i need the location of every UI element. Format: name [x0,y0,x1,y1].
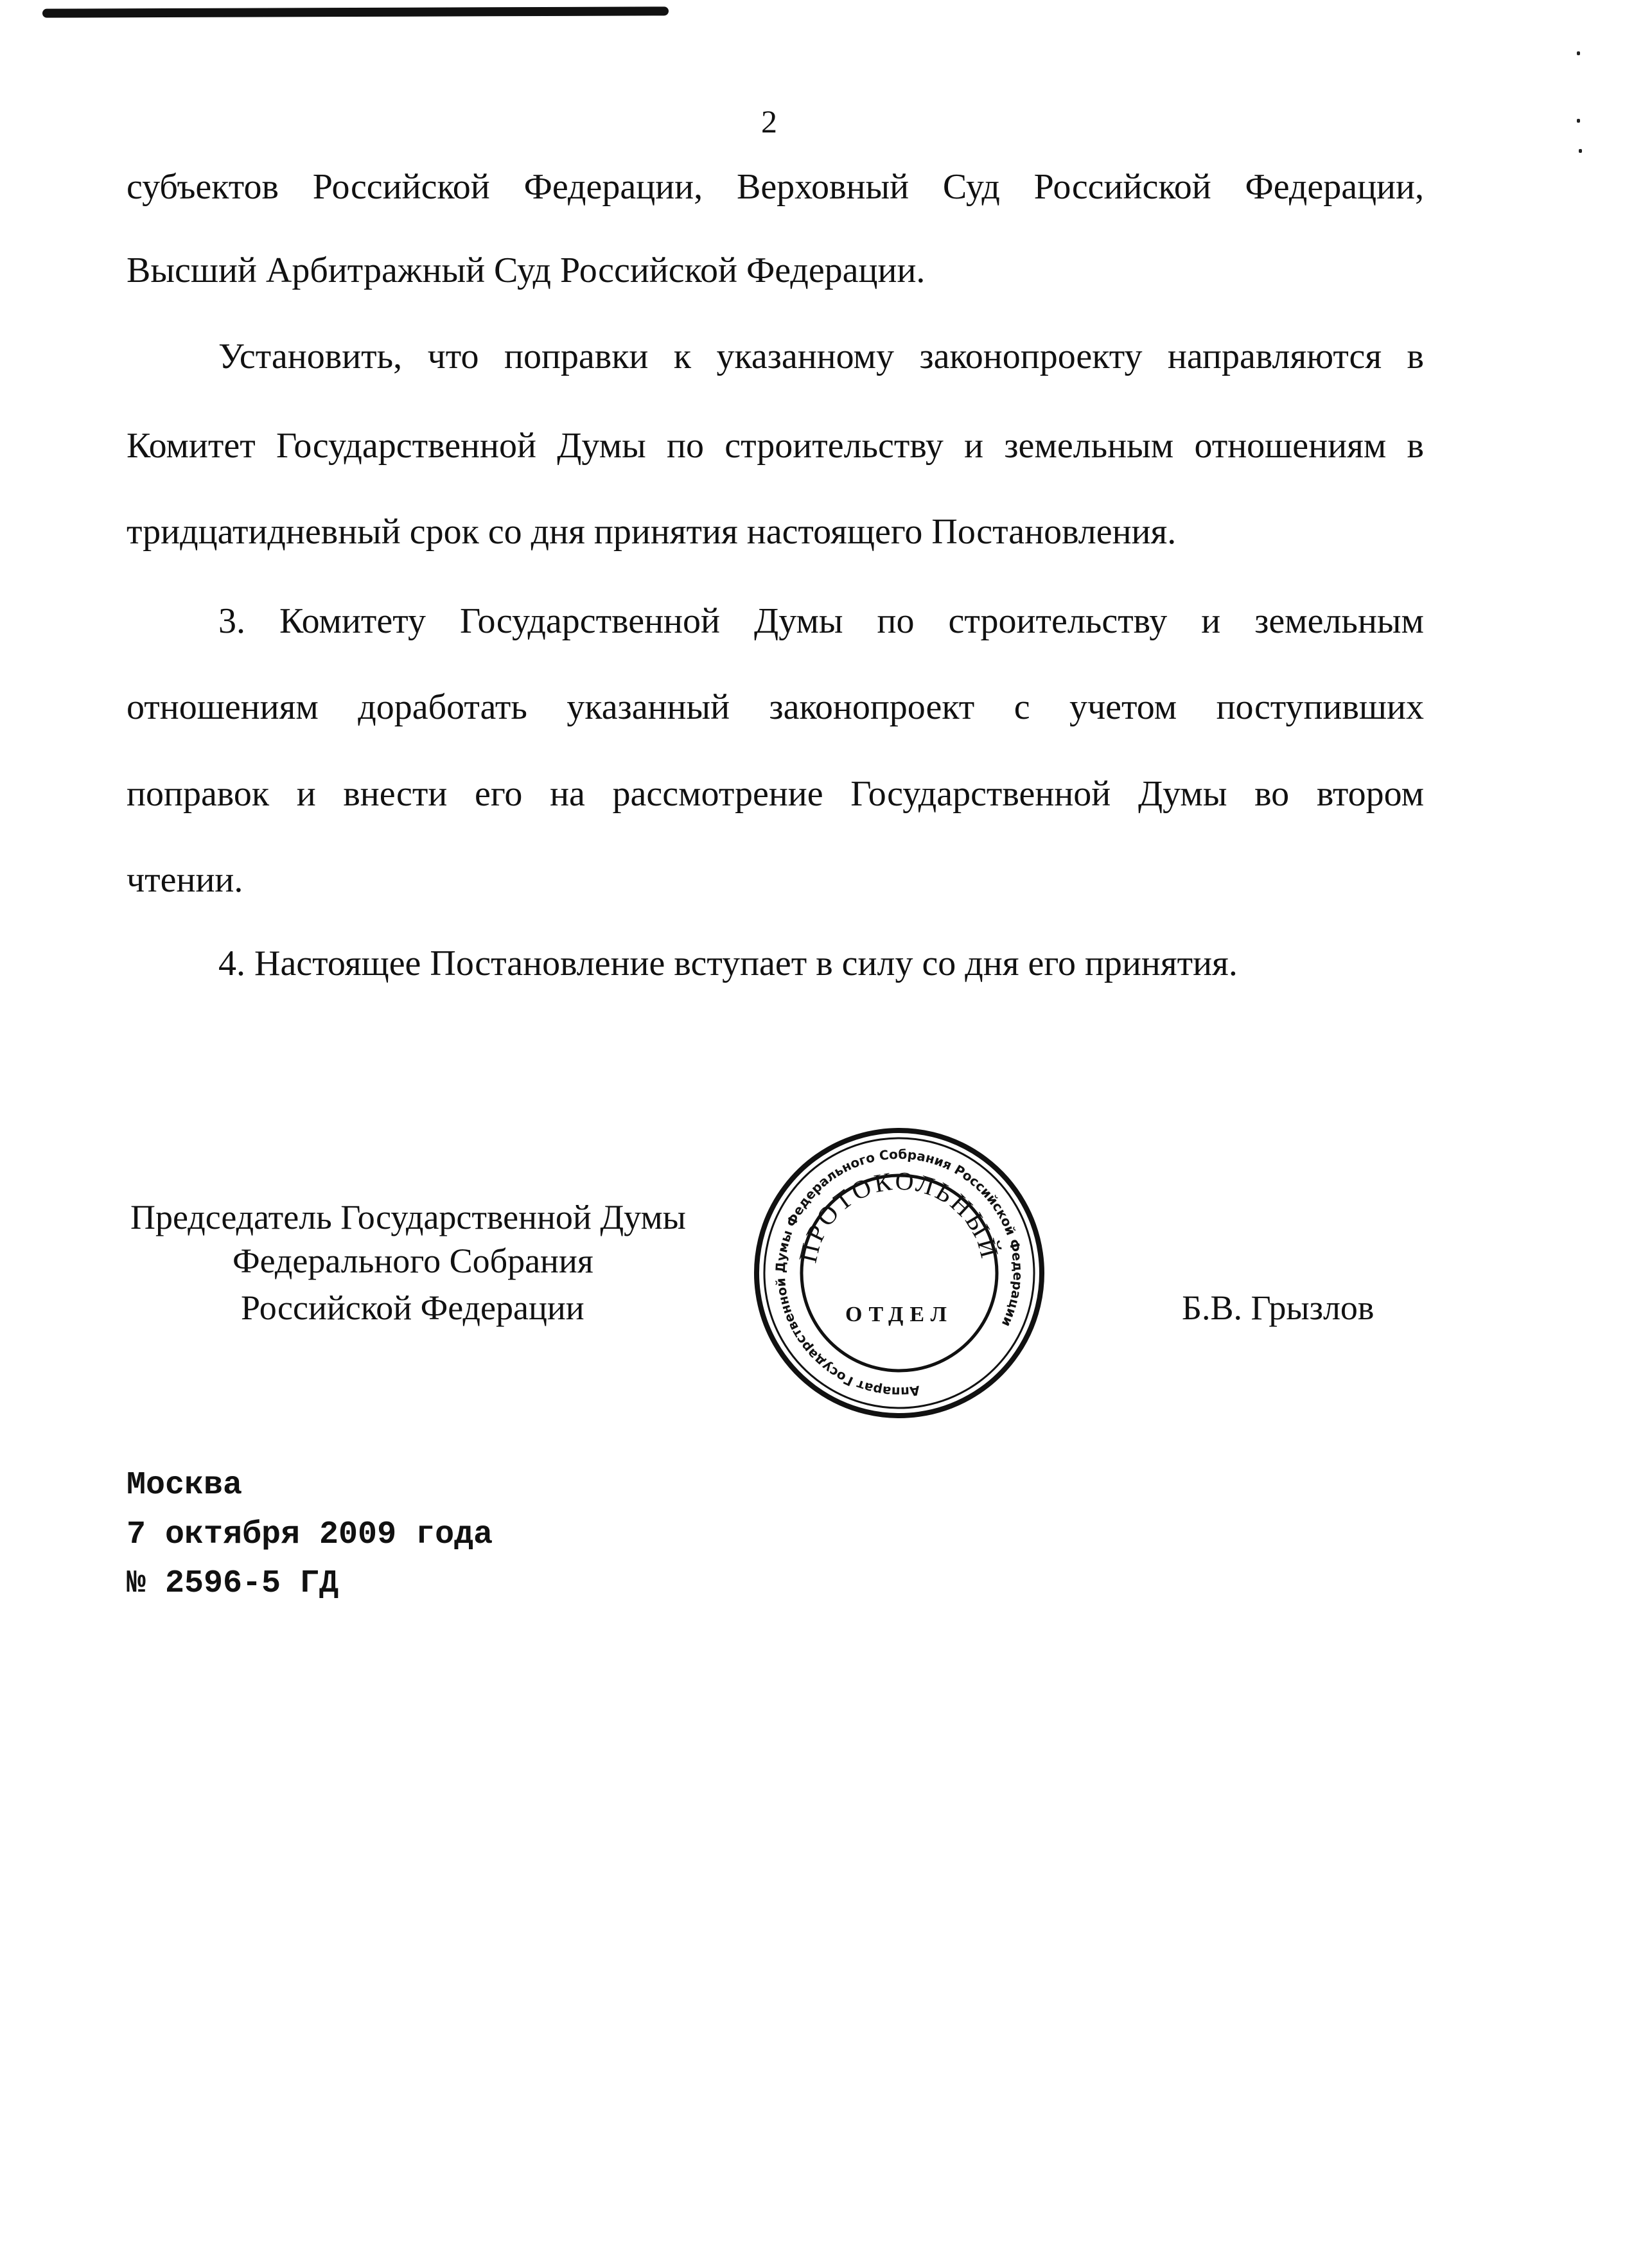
place-of-signing: Москва [127,1467,243,1504]
signatory-title-line: Председатель Государственной Думы [130,1198,686,1236]
document-date: 7 октября 2009 года [127,1516,493,1553]
stamp-center-text: ОТДЕЛ [845,1303,953,1326]
body-line: субъектов Российской Федерации, Верховный Суд Российской Федерации, [127,167,1424,207]
body-line: 4. Настоящее Постановление вступает в силу со дня его принятия. [218,944,1238,983]
scan-speck [1579,149,1582,153]
body-line: 3. Комитету Государственной Думы по строительству и земельным [218,601,1424,641]
scan-edge-mark [42,6,669,17]
official-stamp [751,1125,1047,1421]
body-line: отношениям доработать указанный законопроект с учетом поступивших [127,687,1424,727]
signatory-title-line: Федерального Собрания [233,1242,593,1280]
scan-speck [1577,119,1580,123]
body-line: Комитет Государственной Думы по строительству и земельным отношениям в [127,426,1424,466]
stamp-outer-text: Аппарат Государственной Думы Федерального Собрания Российской Федерации [772,1146,1026,1400]
scan-speck [1577,51,1580,55]
body-line: тридцатидневный срок со дня принятия настоящего Постановления. [127,512,1177,552]
stamp-arc-text: ПРОТОКОЛЬНЫЙ [793,1166,1005,1265]
body-line: Установить, что поправки к указанному законопроекту направляются в [218,337,1424,376]
signatory-name: Б.В. Грызлов [1182,1288,1375,1327]
body-line: Высший Арбитражный Суд Российской Федерации. [127,251,926,290]
page-number: 2 [761,103,777,139]
document-number: № 2596-5 ГД [127,1565,339,1602]
body-line: поправок и внести его на рассмотрение Государственной Думы во втором [127,774,1424,814]
signatory-title-line: Российской Федерации [241,1288,584,1327]
body-line: чтении. [127,860,243,900]
